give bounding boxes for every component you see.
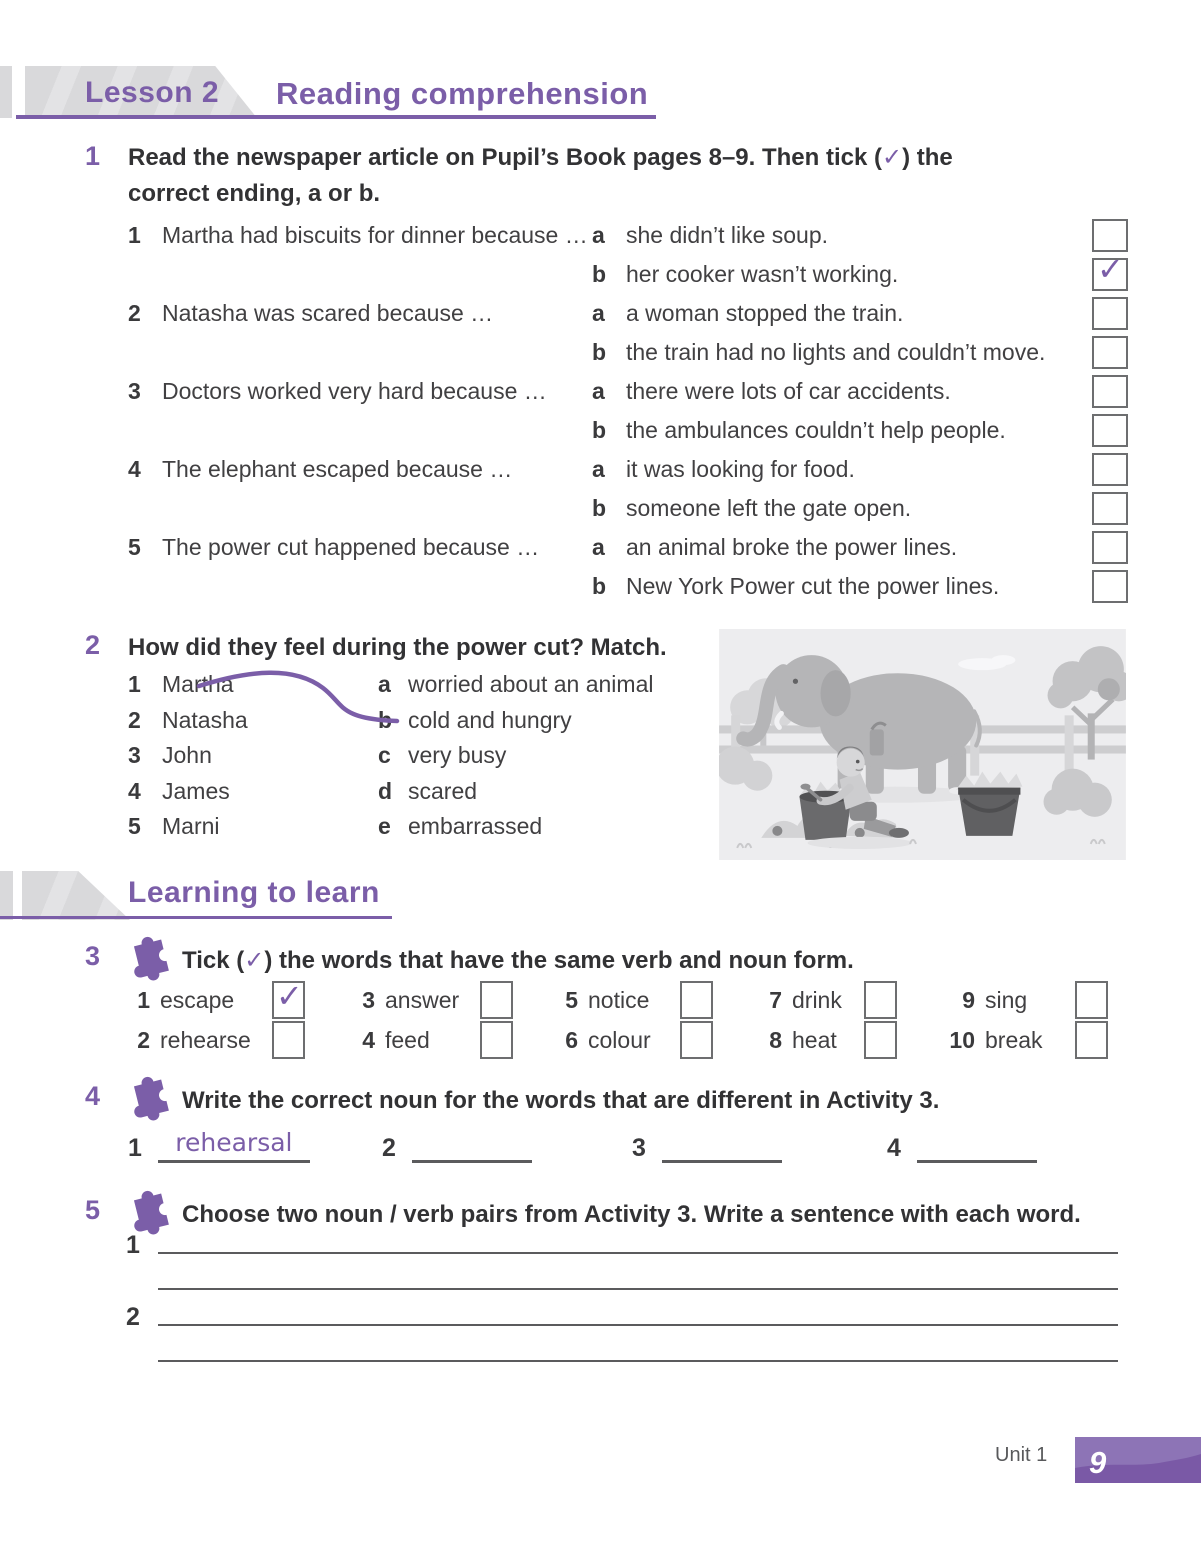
- option-text: a woman stopped the train.: [626, 300, 904, 326]
- puzzle-icon: [125, 931, 173, 983]
- match-right-item[interactable]: cold and hungry: [408, 706, 572, 733]
- option-row: [128, 489, 1128, 528]
- answer-blank[interactable]: [412, 1128, 532, 1163]
- checkbox[interactable]: [1092, 414, 1128, 447]
- option-row: 4 The elephant escaped because … a it was looking for food.: [128, 450, 1128, 489]
- option-row: [128, 250, 1128, 294]
- activity3-number: 3: [85, 941, 101, 971]
- option-text: she didn’t like soup.: [626, 222, 829, 248]
- answer-blank[interactable]: [917, 1128, 1037, 1163]
- header-rule: [16, 115, 656, 119]
- activity5-instruction: Choose two noun / verb pairs from Activity 3. Write a sentence with each word.: [182, 1201, 1081, 1228]
- learning-banner-rule: [0, 916, 392, 919]
- option-letter: a: [592, 378, 605, 404]
- option-text: an animal broke the power lines.: [626, 534, 958, 560]
- word-item: 1 escape ✓: [120, 980, 305, 1020]
- stem-text: Martha had biscuits for dinner because …: [162, 222, 588, 248]
- noun-blank: 4: [887, 1128, 1037, 1163]
- word-column: [945, 980, 1108, 1060]
- word-item: 9 sing: [945, 980, 1108, 1020]
- word-item: 5 notice: [548, 980, 713, 1020]
- option-text: New York Power cut the power lines.: [626, 573, 1000, 599]
- match-right-item[interactable]: embarrassed: [408, 813, 543, 840]
- option-text: the train had no lights and couldn’t move.: [626, 339, 1046, 365]
- match-right-item[interactable]: scared: [408, 777, 478, 804]
- activity2-instruction: How did they feel during the power cut? Match.: [128, 634, 667, 661]
- checkbox[interactable]: [1075, 981, 1108, 1019]
- activity1-instruction: Read the newspaper article on Pupil’s Book pages 8–9. Then tick (✓) the correct ending, a or b.: [128, 144, 953, 207]
- learning-banner-title: Learning to learn: [128, 876, 380, 909]
- checkbox[interactable]: [480, 981, 513, 1019]
- word-item: 8 heat: [752, 1020, 897, 1060]
- puzzle-icon: [125, 1071, 173, 1123]
- option-row: 3 Doctors worked very hard because … a there were lots of car accidents.: [128, 372, 1128, 411]
- match-list: 1 Martha a worried about an animal 2 Natasha b cold and hungry 3 John c very busy 4 James d scared 5 Marni e embarrassed: [128, 667, 708, 845]
- noun-blank: 2: [382, 1128, 532, 1163]
- sentence-number: 1: [126, 1231, 140, 1259]
- checkbox[interactable]: [680, 1021, 713, 1059]
- activity2-number: 2: [85, 630, 101, 660]
- activity3-instruction: Tick (✓) the words that have the same verb and noun form.: [182, 947, 854, 974]
- option-row: 1 Martha had biscuits for dinner because … a she didn’t like soup.: [128, 216, 1128, 255]
- activity5-number: 5: [85, 1195, 101, 1225]
- option-letter: b: [592, 573, 607, 599]
- checkbox[interactable]: [864, 981, 897, 1019]
- checkbox[interactable]: [1092, 219, 1128, 252]
- puzzle-icon: [125, 1185, 173, 1237]
- option-row: [128, 411, 1128, 450]
- checkbox[interactable]: [1092, 297, 1128, 330]
- word-item: 2 rehearse: [120, 1020, 305, 1060]
- word-column: [752, 980, 897, 1060]
- checkbox[interactable]: [1092, 250, 1128, 291]
- tick-glyph: ✓: [244, 947, 265, 974]
- word-column: [548, 980, 713, 1060]
- checkbox[interactable]: [1092, 453, 1128, 486]
- word-item: 7 drink: [752, 980, 897, 1020]
- stem-text: Doctors worked very hard because …: [162, 378, 547, 404]
- noun-blank: 3: [632, 1128, 782, 1163]
- writing-line[interactable]: [158, 1360, 1118, 1362]
- page-number-tab: [1075, 1437, 1201, 1483]
- activity4-instruction: Write the correct noun for the words that are different in Activity 3.: [182, 1087, 940, 1114]
- match-right-item[interactable]: worried about an animal: [408, 671, 654, 698]
- checkbox[interactable]: [1092, 570, 1128, 603]
- checkbox[interactable]: [864, 1021, 897, 1059]
- option-row: 5 The power cut happened because … a an animal broke the power lines.: [128, 528, 1128, 567]
- match-left-item[interactable]: Marni: [162, 813, 220, 840]
- option-letter: b: [592, 261, 607, 287]
- option-row: [128, 333, 1128, 372]
- answer-blank[interactable]: [662, 1128, 782, 1163]
- writing-line[interactable]: [158, 1324, 1118, 1326]
- option-letter: b: [592, 495, 607, 521]
- option-letter: b: [592, 417, 607, 443]
- checkbox[interactable]: [1092, 492, 1128, 525]
- writing-line[interactable]: [158, 1252, 1118, 1254]
- checkbox[interactable]: [1092, 375, 1128, 408]
- option-letter: a: [592, 534, 605, 560]
- option-text: her cooker wasn’t working.: [626, 261, 899, 287]
- checkbox[interactable]: [272, 1021, 305, 1059]
- match-left-item[interactable]: Natasha: [162, 706, 248, 733]
- option-row: [128, 567, 1128, 606]
- activity4-number: 4: [85, 1081, 101, 1111]
- writing-line[interactable]: [158, 1288, 1118, 1290]
- checkbox[interactable]: [1092, 336, 1128, 369]
- checkbox[interactable]: [680, 981, 713, 1019]
- match-line: [192, 666, 407, 730]
- option-text: the ambulances couldn’t help people.: [626, 417, 1006, 443]
- option-letter: a: [592, 222, 605, 248]
- stem-text: The power cut happened because …: [162, 534, 540, 560]
- word-item: 6 colour: [548, 1020, 713, 1060]
- option-text: it was looking for food.: [626, 456, 855, 482]
- checkbox[interactable]: [1075, 1021, 1108, 1059]
- checkbox[interactable]: [480, 1021, 513, 1059]
- word-item: 4 feed: [345, 1020, 513, 1060]
- page-title: Reading comprehension: [276, 76, 649, 111]
- tick-mark: ✓: [1097, 250, 1124, 288]
- sentence-number: 2: [126, 1303, 140, 1331]
- option-text: someone left the gate open.: [626, 495, 912, 521]
- word-item: 10 break: [945, 1020, 1108, 1060]
- option-letter: a: [592, 300, 605, 326]
- option-letter: a: [592, 456, 605, 482]
- activity1-items: [128, 216, 1128, 606]
- match-left-item[interactable]: James: [162, 777, 230, 804]
- edge-strip: [0, 871, 13, 920]
- noun-blank: 1 rehearsal: [128, 1128, 310, 1163]
- edge-strip: [0, 66, 12, 118]
- match-left-item[interactable]: Martha: [162, 671, 234, 698]
- option-letter: b: [592, 339, 607, 365]
- unit-label: Unit 1: [995, 1444, 1048, 1466]
- checkbox[interactable]: [272, 977, 305, 1019]
- answer-blank[interactable]: rehearsal: [158, 1128, 310, 1163]
- match-left-item[interactable]: John: [162, 742, 212, 769]
- word-item: 3 answer: [345, 980, 513, 1020]
- stem-text: The elephant escaped because …: [162, 456, 513, 482]
- page-number: 9: [1089, 1445, 1107, 1480]
- checkbox[interactable]: [1092, 531, 1128, 564]
- tick-mark: ✓: [276, 977, 303, 1015]
- stem-text: Natasha was scared because …: [162, 300, 494, 326]
- learning-banner: [22, 871, 130, 920]
- match-right-item[interactable]: very busy: [408, 742, 507, 769]
- power-cut-illustration: [719, 629, 1126, 860]
- tick-glyph: ✓: [881, 144, 903, 171]
- option-text: there were lots of car accidents.: [626, 378, 951, 404]
- lesson-label: Lesson 2: [85, 76, 220, 109]
- word-column: [345, 980, 513, 1060]
- option-row: 2 Natasha was scared because … a a woman stopped the train.: [128, 294, 1128, 333]
- word-column: [120, 977, 305, 1060]
- activity1-number: 1: [85, 141, 101, 171]
